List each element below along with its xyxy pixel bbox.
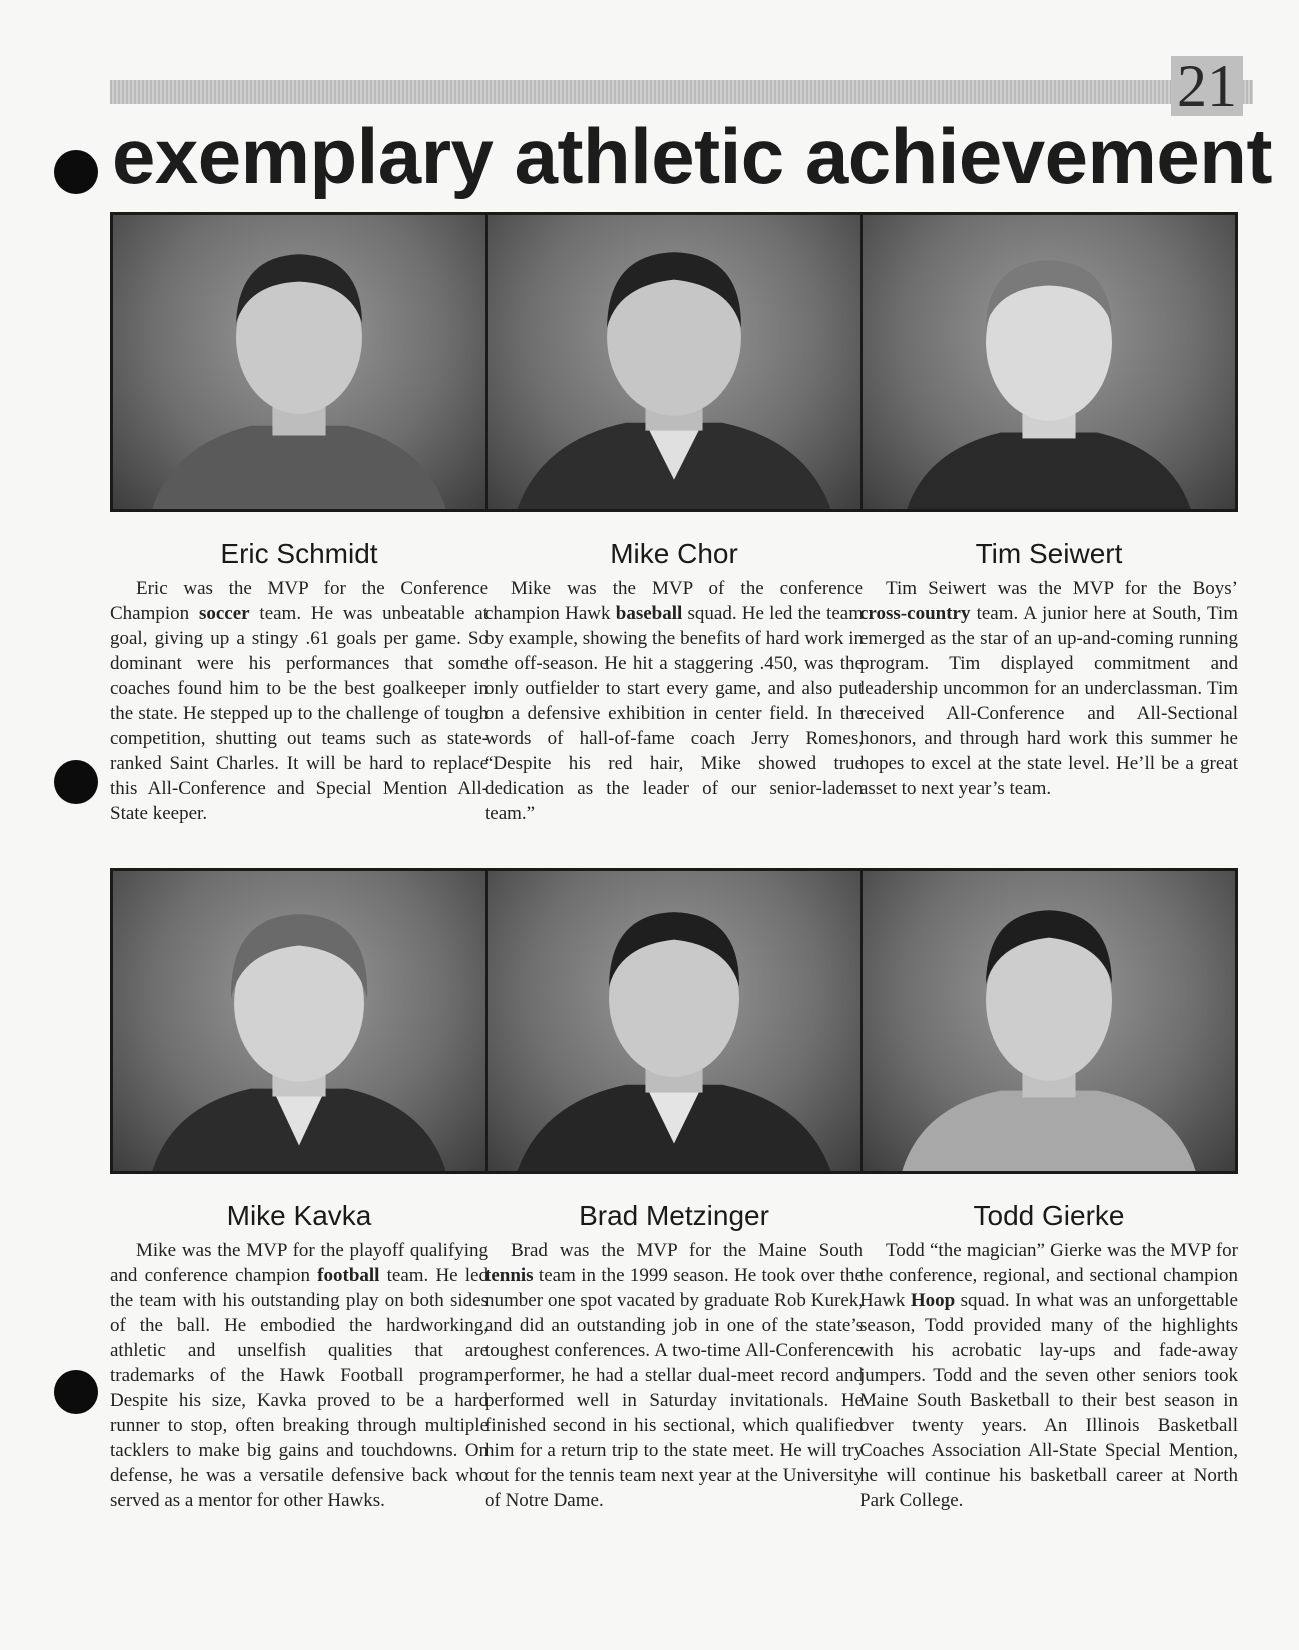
profile-card [110,212,488,826]
portrait-silhouette-icon [113,871,485,1171]
portrait-silhouette-icon [863,871,1235,1171]
sport-name: cross-country [860,603,971,624]
sport-name: tennis [485,1265,534,1286]
sport-name: soccer [198,603,250,624]
profile-card [860,868,1238,1513]
athlete-name: Mike Chor [610,538,738,569]
athlete-bio: Tim Seiwert was the MVP for the Boys’ cross-country team. A junior here at South, Tim emerged as the star of an up-and-coming running program. Tim displayed commitment and leadership uncommon for an underclassman. Tim received All-Conference and All-Sectional honors, and through hard work this summer he hopes to excel at the state level. He’ll be a great asset to next year’s team. [860,578,1238,799]
profile-card [485,212,863,826]
profile-card [860,212,1238,801]
binder-hole-bottom [54,1370,98,1414]
athlete-bio: Todd “the magician” Gierke was the MVP for the conference, regional, and sectional champion Hawk Hoop squad. In what was an unforgettable season, Todd provided many of the highlights with his acrobatic lay-ups and fade-away jumpers. Todd and the seven other seniors took Maine South Basketball to their best season in over twenty years. An Illinois Basketball Coaches Association All-State Special Mention, he will continue his basketball career at North Park College. [860,1240,1238,1511]
athlete-bio: Mike was the MVP of the conference champion Hawk baseball squad. He led the team by example, showing the benefits of hard work in the off-season. He hit a staggering .450, was the only outfielder to start every game, and also put on a defensive exhibition in center field. In the words of hall-of-fame coach Jerry Romes, “Despite his red hair, Mike showed true dedication as the leader of our senior-laden team.” [485,578,863,824]
athlete-name: Brad Metzinger [579,1200,769,1231]
portrait-photo [110,868,488,1174]
athlete-name: Tim Seiwert [975,538,1123,569]
portrait-photo [485,212,863,512]
sport-name: Hoop [910,1290,956,1311]
portrait-silhouette-icon [488,871,860,1171]
athlete-bio: Mike was the MVP for the playoff qualifying and conference champion football team. He led the team with his outstanding play on both sides of the ball. He embodied the hardworking, athletic and unselfish qualities that are trademarks of the Hawk Football program. Despite his size, Kavka proved to be a hard runner to stop, often breaking through multiple tacklers to make big gains and touchdowns. On defense, he was a versatile defensive back who served as a mentor for other Hawks. [110,1240,488,1511]
portrait-photo [860,868,1238,1174]
profile-card [485,868,863,1513]
portrait-photo [860,212,1238,512]
binder-hole-top [54,150,98,194]
athlete-name: Mike Kavka [226,1200,372,1231]
portrait-silhouette-icon [113,215,485,509]
athlete-name: Todd Gierke [973,1200,1125,1231]
portrait-photo [110,212,488,512]
sport-name: football [317,1265,380,1286]
portrait-silhouette-icon [863,215,1235,509]
portrait-photo [485,868,863,1174]
page-title: exemplary athletic achievement [112,112,1272,200]
athlete-name: Eric Schmidt [220,538,378,569]
athlete-bio: Brad was the MVP for the Maine South tennis team in the 1999 season. He took over the number one spot vacated by graduate Rob Kurek, and did an outstanding job in one of the state’s toughest conferences. A two-time All-Conference performer, he had a stellar dual-meet record and performed well in Saturday invitationals. He finished second in his sectional, which qualified him for a return trip to the state meet. He will try out for the tennis team next year at the University of Notre Dame. [485,1240,863,1511]
athlete-bio: Eric was the MVP for the Conference Champion soccer team. He was unbeatable at goal, giving up a stingy .61 goals per game. So dominant were his performances that some coaches found him to be the best goalkeeper in the state. He stepped up to the challenge of tough competition, shutting out teams such as state-ranked Saint Charles. It will be hard to replace this All-Conference and Special Mention All-State keeper. [110,578,488,824]
sport-name: baseball [615,603,683,624]
portrait-silhouette-icon [488,215,860,509]
profile-card [110,868,488,1513]
header-rule [110,80,1253,104]
page-number: 21 [1171,56,1243,116]
binder-hole-middle [54,760,98,804]
